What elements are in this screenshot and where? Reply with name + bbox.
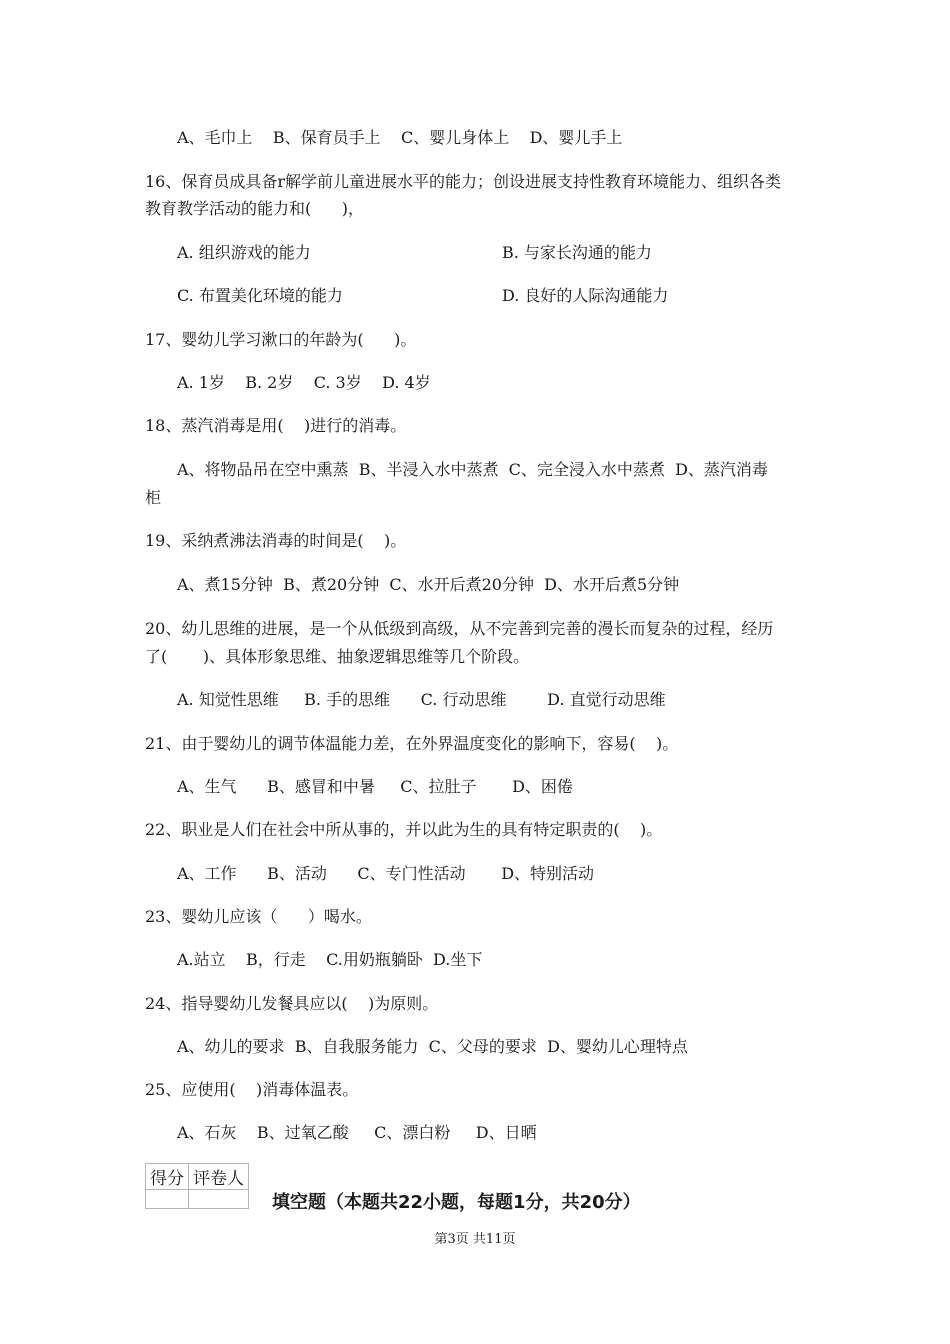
q18-options: A、将物品吊在空中熏蒸 B、半浸入水中蒸煮 C、完全浸入水中蒸煮 D、蒸汽消毒 [177,460,768,479]
page-footer: 第3页 共11页 [434,1232,516,1247]
q21-options: A、生气 B、感冒和中暑 C、拉肚子 D、困倦 [177,777,573,796]
q22-options: A、工作 B、活动 C、专门性活动 D、特别活动 [177,864,595,883]
q18-options-cont: 柜 [145,488,162,507]
q18-text: 18、蒸汽消毒是用( )进行的消毒。 [145,416,407,435]
score-table [145,1163,249,1209]
q19-options: A、煮15分钟 B、煮20分钟 C、水开后煮20分钟 D、水开后煮5分钟 [177,575,680,594]
score-cell [146,1190,189,1209]
q19-text: 19、采纳煮沸法消毒的时间是( )。 [145,531,407,550]
q20-text-cont: 了( )、具体形象思维、抽象逻辑思维等几个阶段。 [145,647,530,666]
q16-option-b: B. 与家长沟通的能力 [502,243,652,262]
grader-header: 评卷人 [189,1164,249,1190]
q23-text: 23、婴幼儿应该（ ）喝水。 [145,907,372,926]
q25-options: A、石灰 B、过氧乙酸 C、漂白粉 D、日晒 [177,1123,537,1142]
q16-text: 16、保育员成具备r解学前儿童进展水平的能力；创设进展支持性教育环境能力、组织各类 [145,172,782,191]
q17-text: 17、婴幼儿学习漱口的年龄为( )。 [145,330,417,349]
q16-option-c: C. 布置美化环境的能力 [177,286,343,305]
q24-text: 24、指导婴幼儿发餐具应以( )为原则。 [145,994,439,1013]
q16-text-cont: 教育教学活动的能力和( )， [145,199,365,218]
q21-text: 21、由于婴幼儿的调节体温能力差，在外界温度变化的影响下，容易( )。 [145,734,679,753]
q24-options: A、幼儿的要求 B、自我服务能力 C、父母的要求 D、婴幼儿心理特点 [177,1037,688,1056]
q20-options: A. 知觉性思维 B. 手的思维 C. 行动思维 D. 直觉行动思维 [177,690,666,709]
score-header: 得分 [146,1164,189,1190]
q16-option-d: D. 良好的人际沟通能力 [502,286,669,305]
section-title: 填空题（本题共22小题，每题1分，共20分） [272,1192,641,1213]
q17-options: A. 1岁 B. 2岁 C. 3岁 D. 4岁 [177,373,431,392]
grader-cell [189,1190,249,1209]
q22-text: 22、职业是人们在社会中所从事的，并以此为生的具有特定职责的( )。 [145,820,663,839]
q16-option-a: A. 组织游戏的能力 [177,243,311,262]
q15-options: A、毛巾上 B、保育员手上 C、婴儿身体上 D、婴儿手上 [177,128,623,147]
q20-text: 20、幼儿思维的进展，是一个从低级到高级，从不完善到完善的漫长而复杂的过程，经历 [145,619,774,638]
q23-options: A.站立 B，行走 C.用奶瓶躺卧 D.坐下 [177,950,483,969]
q25-text: 25、应使用( )消毒体温表。 [145,1080,359,1099]
